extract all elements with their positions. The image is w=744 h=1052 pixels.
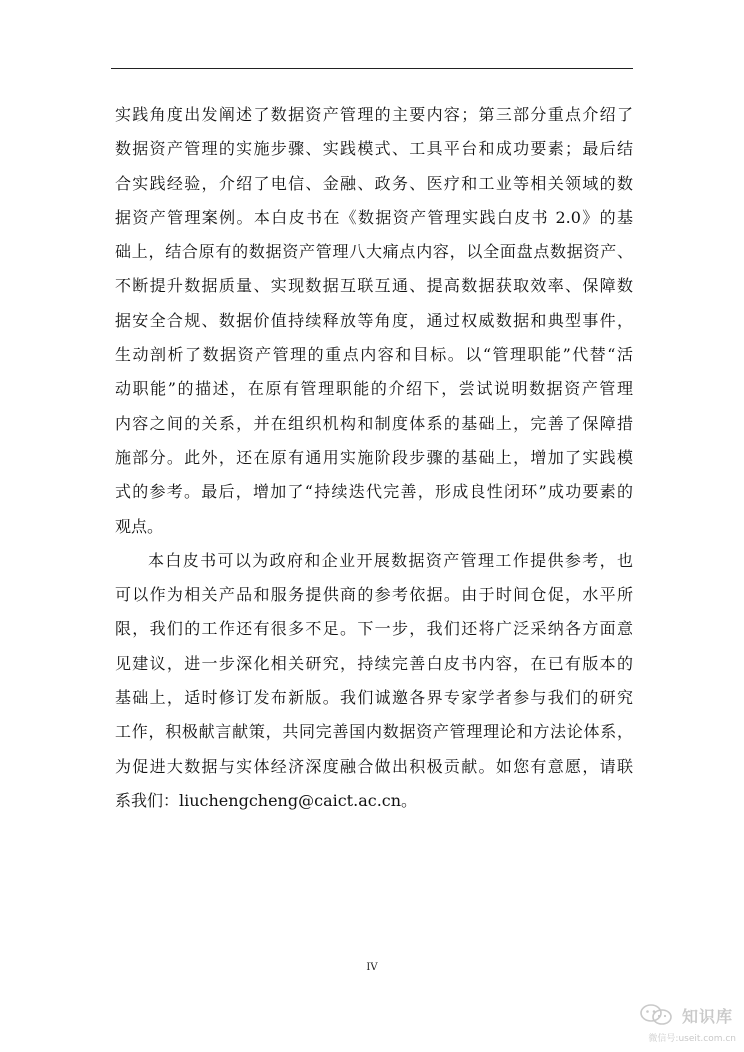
paragraph-1 [115,98,633,544]
body-text [115,98,633,818]
header-rule [111,68,633,69]
text-line: 合实践经验，介绍了电信、金融、政务、医疗和工业等相关领域的数 [115,173,633,193]
text-line: 式的参考。最后，增加了“持续迭代完善，形成良性闭环”成功要素的 [115,482,633,502]
text-line: 不断提升数据质量、实现数据互联互通、提高数据获取效率、保障数 [115,276,633,296]
text-line: 施部分。此外，还在原有通用实施阶段步骤的基础上，增加了实践模 [115,447,633,467]
text-line: 生动剖析了数据资产管理的重点内容和目标。以“管理职能”代替“活 [115,345,633,365]
text-line: 观点。 [115,516,164,536]
text-line: 内容之间的关系，并在组织机构和制度体系的基础上，完善了保障措 [115,413,633,433]
text-line: 工作，积极献言献策，共同完善国内数据资产管理理论和方法论体系， [115,722,633,742]
page-number: IV [366,962,378,973]
paragraph-2 [115,544,633,818]
watermark-subtitle: 微信号:useit.com.cn [648,1034,736,1044]
watermark [628,1003,740,1045]
text-line: 为促进大数据与实体经济深度融合做出积极贡献。如您有意愿，请联 [115,756,633,776]
text-line: 据安全合规、数据价值持续释放等角度，通过权威数据和典型事件， [115,310,633,330]
text-line: 实践角度出发阐述了数据资产管理的主要内容；第三部分重点介绍了 [115,105,633,124]
watermark-title: 知识库 [682,1007,734,1026]
contact-line: 系我们：liuchengcheng@caict.ac.cn。 [115,790,418,810]
text-line: 据资产管理案例。本白皮书在《数据资产管理实践白皮书 2.0》的基 [115,207,633,227]
text-line: 限，我们的工作还有很多不足。下一步，我们还将广泛采纳各方面意 [115,619,633,639]
text-line: 本白皮书可以为政府和企业开展数据资产管理工作提供参考，也 [148,550,633,570]
text-line: 见建议，进一步深化相关研究，持续完善白皮书内容，在已有版本的 [115,653,633,673]
wechat-icon [638,1003,678,1027]
text-line: 础上，结合原有的数据资产管理八大痛点内容，以全面盘点数据资产、 [115,242,633,262]
text-line: 可以作为相关产品和服务提供商的参考依据。由于时间仓促，水平所 [115,585,633,605]
text-line: 基础上，适时修订发布新版。我们诚邀各界专家学者参与我们的研究 [115,688,633,708]
text-line: 动职能”的描述，在原有管理职能的介绍下，尝试说明数据资产管理 [115,379,633,399]
text-line: 数据资产管理的实施步骤、实践模式、工具平台和成功要素；最后结 [115,139,633,159]
